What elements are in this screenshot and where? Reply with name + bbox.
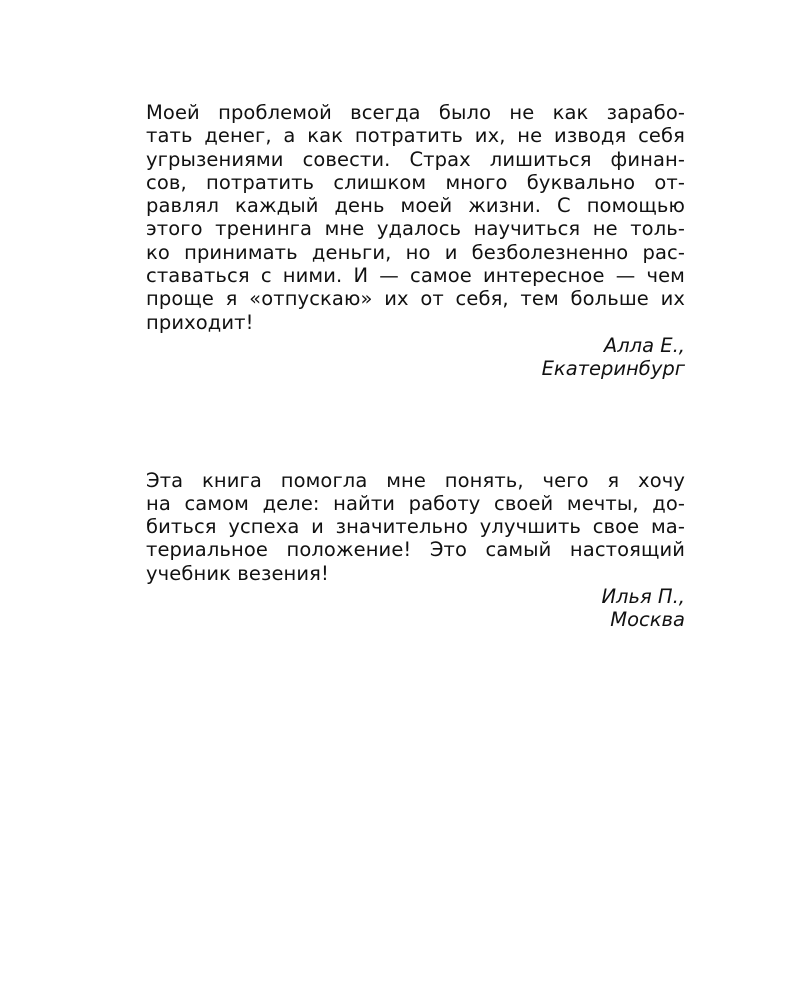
author-city: Москва [610, 608, 685, 632]
testimonial-2 [146, 469, 685, 632]
text-line: угрызениями совести. Страх лишиться финан- [146, 147, 685, 171]
testimonial-1 [146, 101, 685, 381]
text-line: сов, потратить слишком много буквально от- [146, 170, 685, 194]
text-line: учебник везения! [146, 561, 329, 585]
text-line: тать денег, а как потратить их, не изводя себя [146, 124, 685, 148]
testimonial-text [146, 101, 685, 334]
text-line: биться успеха и значительно улучшить свое ма- [146, 515, 685, 539]
text-line: Моей проблемой всегда было не как зарабо- [146, 101, 685, 124]
author-city: Екатеринбург [541, 357, 685, 381]
text-line: ко принимать деньги, но и безболезненно рас- [146, 240, 685, 264]
testimonial-signature [146, 334, 685, 381]
text-line: ставаться с ними. И — самое интересное — чем [146, 264, 685, 288]
text-line: Эта книга помогла мне понять, чего я хочу [146, 468, 685, 492]
author-name: Илья П., [601, 585, 685, 609]
author-name: Алла Е., [603, 333, 685, 357]
text-line: териальное положение! Это самый настоящий [146, 538, 685, 562]
text-line: равлял каждый день моей жизни. С помощью [146, 194, 685, 218]
book-page [146, 101, 685, 632]
text-line: проще я «отпускаю» их от себя, тем больше их [146, 287, 685, 311]
text-line: приходит! [146, 310, 254, 334]
testimonial-signature [146, 585, 685, 632]
text-line: на самом деле: найти работу своей мечты, до- [146, 491, 685, 515]
text-line: этого тренинга мне удалось научиться не толь- [146, 217, 685, 241]
testimonial-text [146, 469, 685, 585]
